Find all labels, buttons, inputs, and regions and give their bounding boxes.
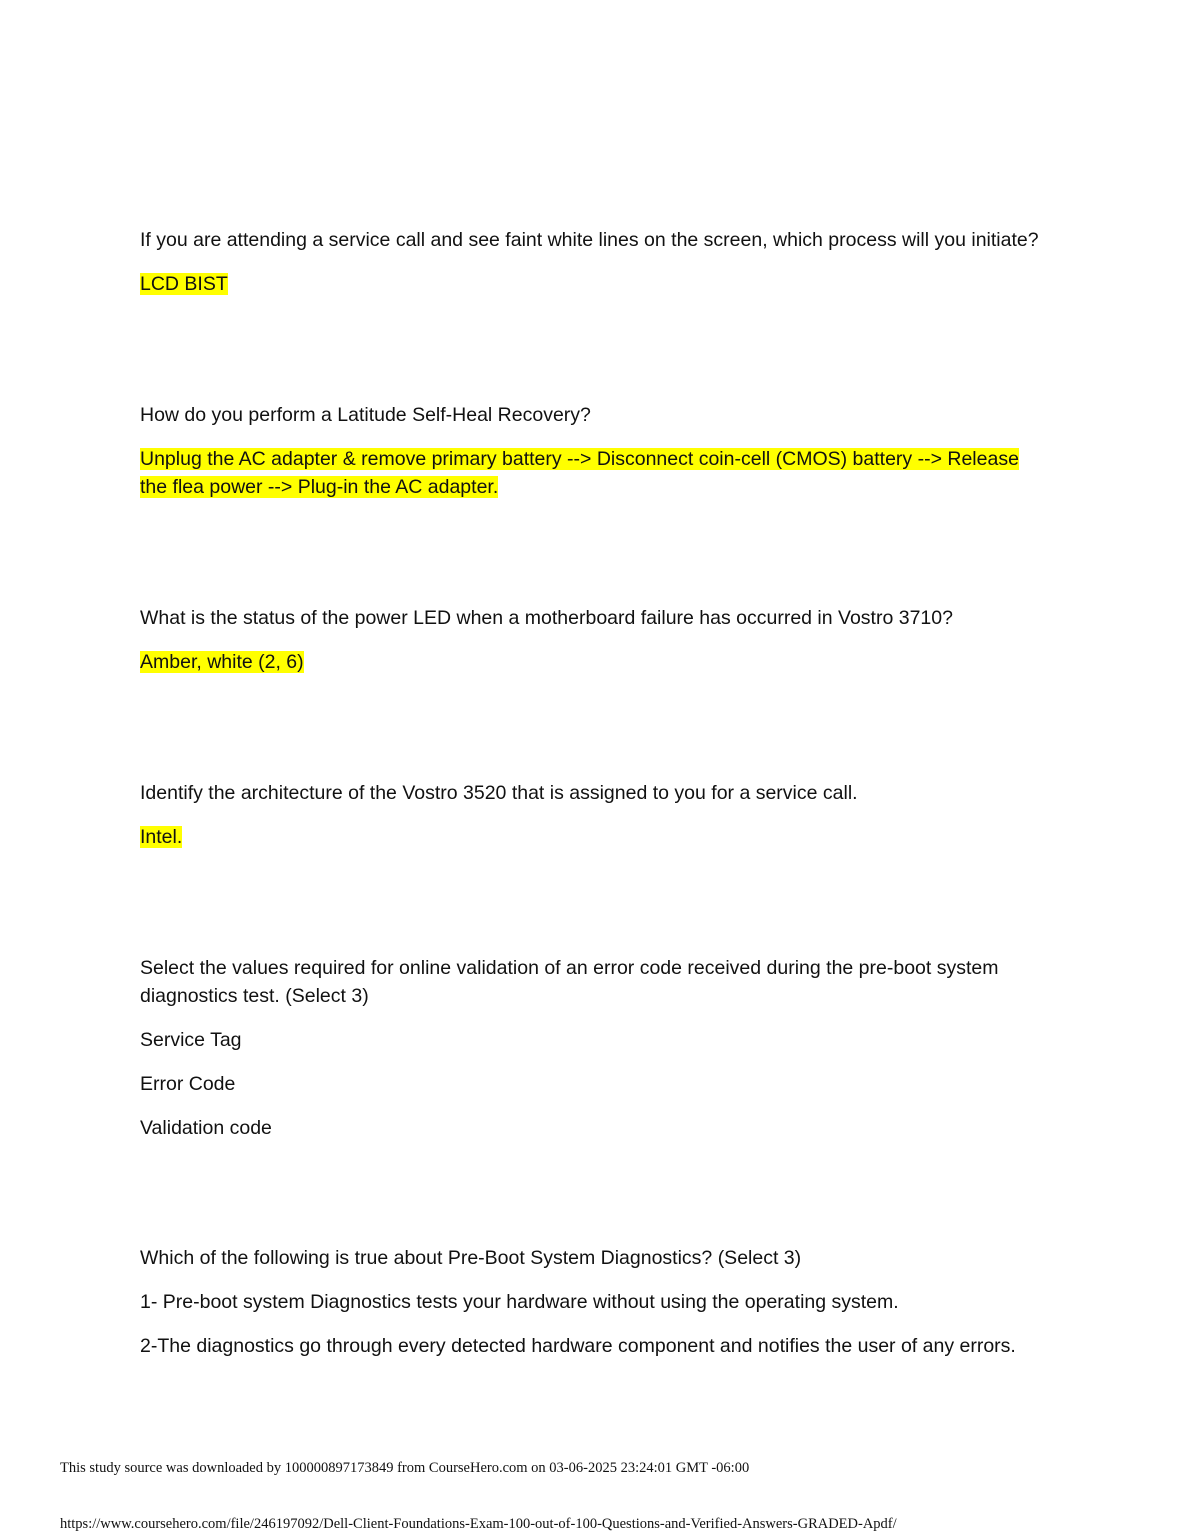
option: Service Tag: [140, 1029, 242, 1051]
question-text: Which of the following is true about Pre-Boot System Diagnostics? (Select 3): [140, 1247, 802, 1269]
answer: [140, 648, 1040, 676]
question-text: What is the status of the power LED when a motherboard failure has occurred in Vostro 3710?: [140, 607, 953, 629]
question-block-3: [140, 604, 1040, 676]
question-text: Identify the architecture of the Vostro 3520 that is assigned to you for a service call.: [140, 782, 858, 804]
highlighted-answer: LCD BIST: [140, 273, 228, 295]
question-block-5: [140, 954, 1040, 1142]
question-block-1: [140, 226, 1040, 298]
option: Error Code: [140, 1073, 236, 1095]
question-text: Select the values required for online validation of an error code received during the pre-boot system diagnostics test. (Select 3): [140, 957, 999, 1007]
highlighted-answer: Unplug the AC adapter & remove primary battery --> Disconnect coin-cell (CMOS) battery --> Release the flea power --> Plug-in the AC adapter.: [140, 448, 1019, 498]
answer: [140, 445, 1040, 501]
option: Validation code: [140, 1117, 272, 1139]
question-block-2: [140, 401, 1040, 501]
question-block-6: [140, 1244, 1100, 1360]
source-url[interactable]: https://www.coursehero.com/file/246197092/Dell-Client-Foundations-Exam-100-out-of-100-Questions-and-Verified-Answers-GRADED-Apdf/: [60, 1516, 897, 1532]
question-text: How do you perform a Latitude Self-Heal Recovery?: [140, 404, 591, 426]
option: 1- Pre-boot system Diagnostics tests your hardware without using the operating system.: [140, 1291, 899, 1313]
answer: [140, 823, 1040, 851]
question-text: If you are attending a service call and see faint white lines on the screen, which process will you initiate?: [140, 229, 1039, 251]
highlighted-answer: Amber, white (2, 6): [140, 651, 304, 673]
download-notice: This study source was downloaded by 100000897173849 from CourseHero.com on 03-06-2025 23:24:01 GMT -06:00: [60, 1460, 750, 1476]
highlighted-answer: Intel.: [140, 826, 183, 848]
option: 2-The diagnostics go through every detected hardware component and notifies the user of any errors.: [140, 1335, 1016, 1357]
answer: [140, 270, 1040, 298]
question-block-4: [140, 779, 1040, 851]
